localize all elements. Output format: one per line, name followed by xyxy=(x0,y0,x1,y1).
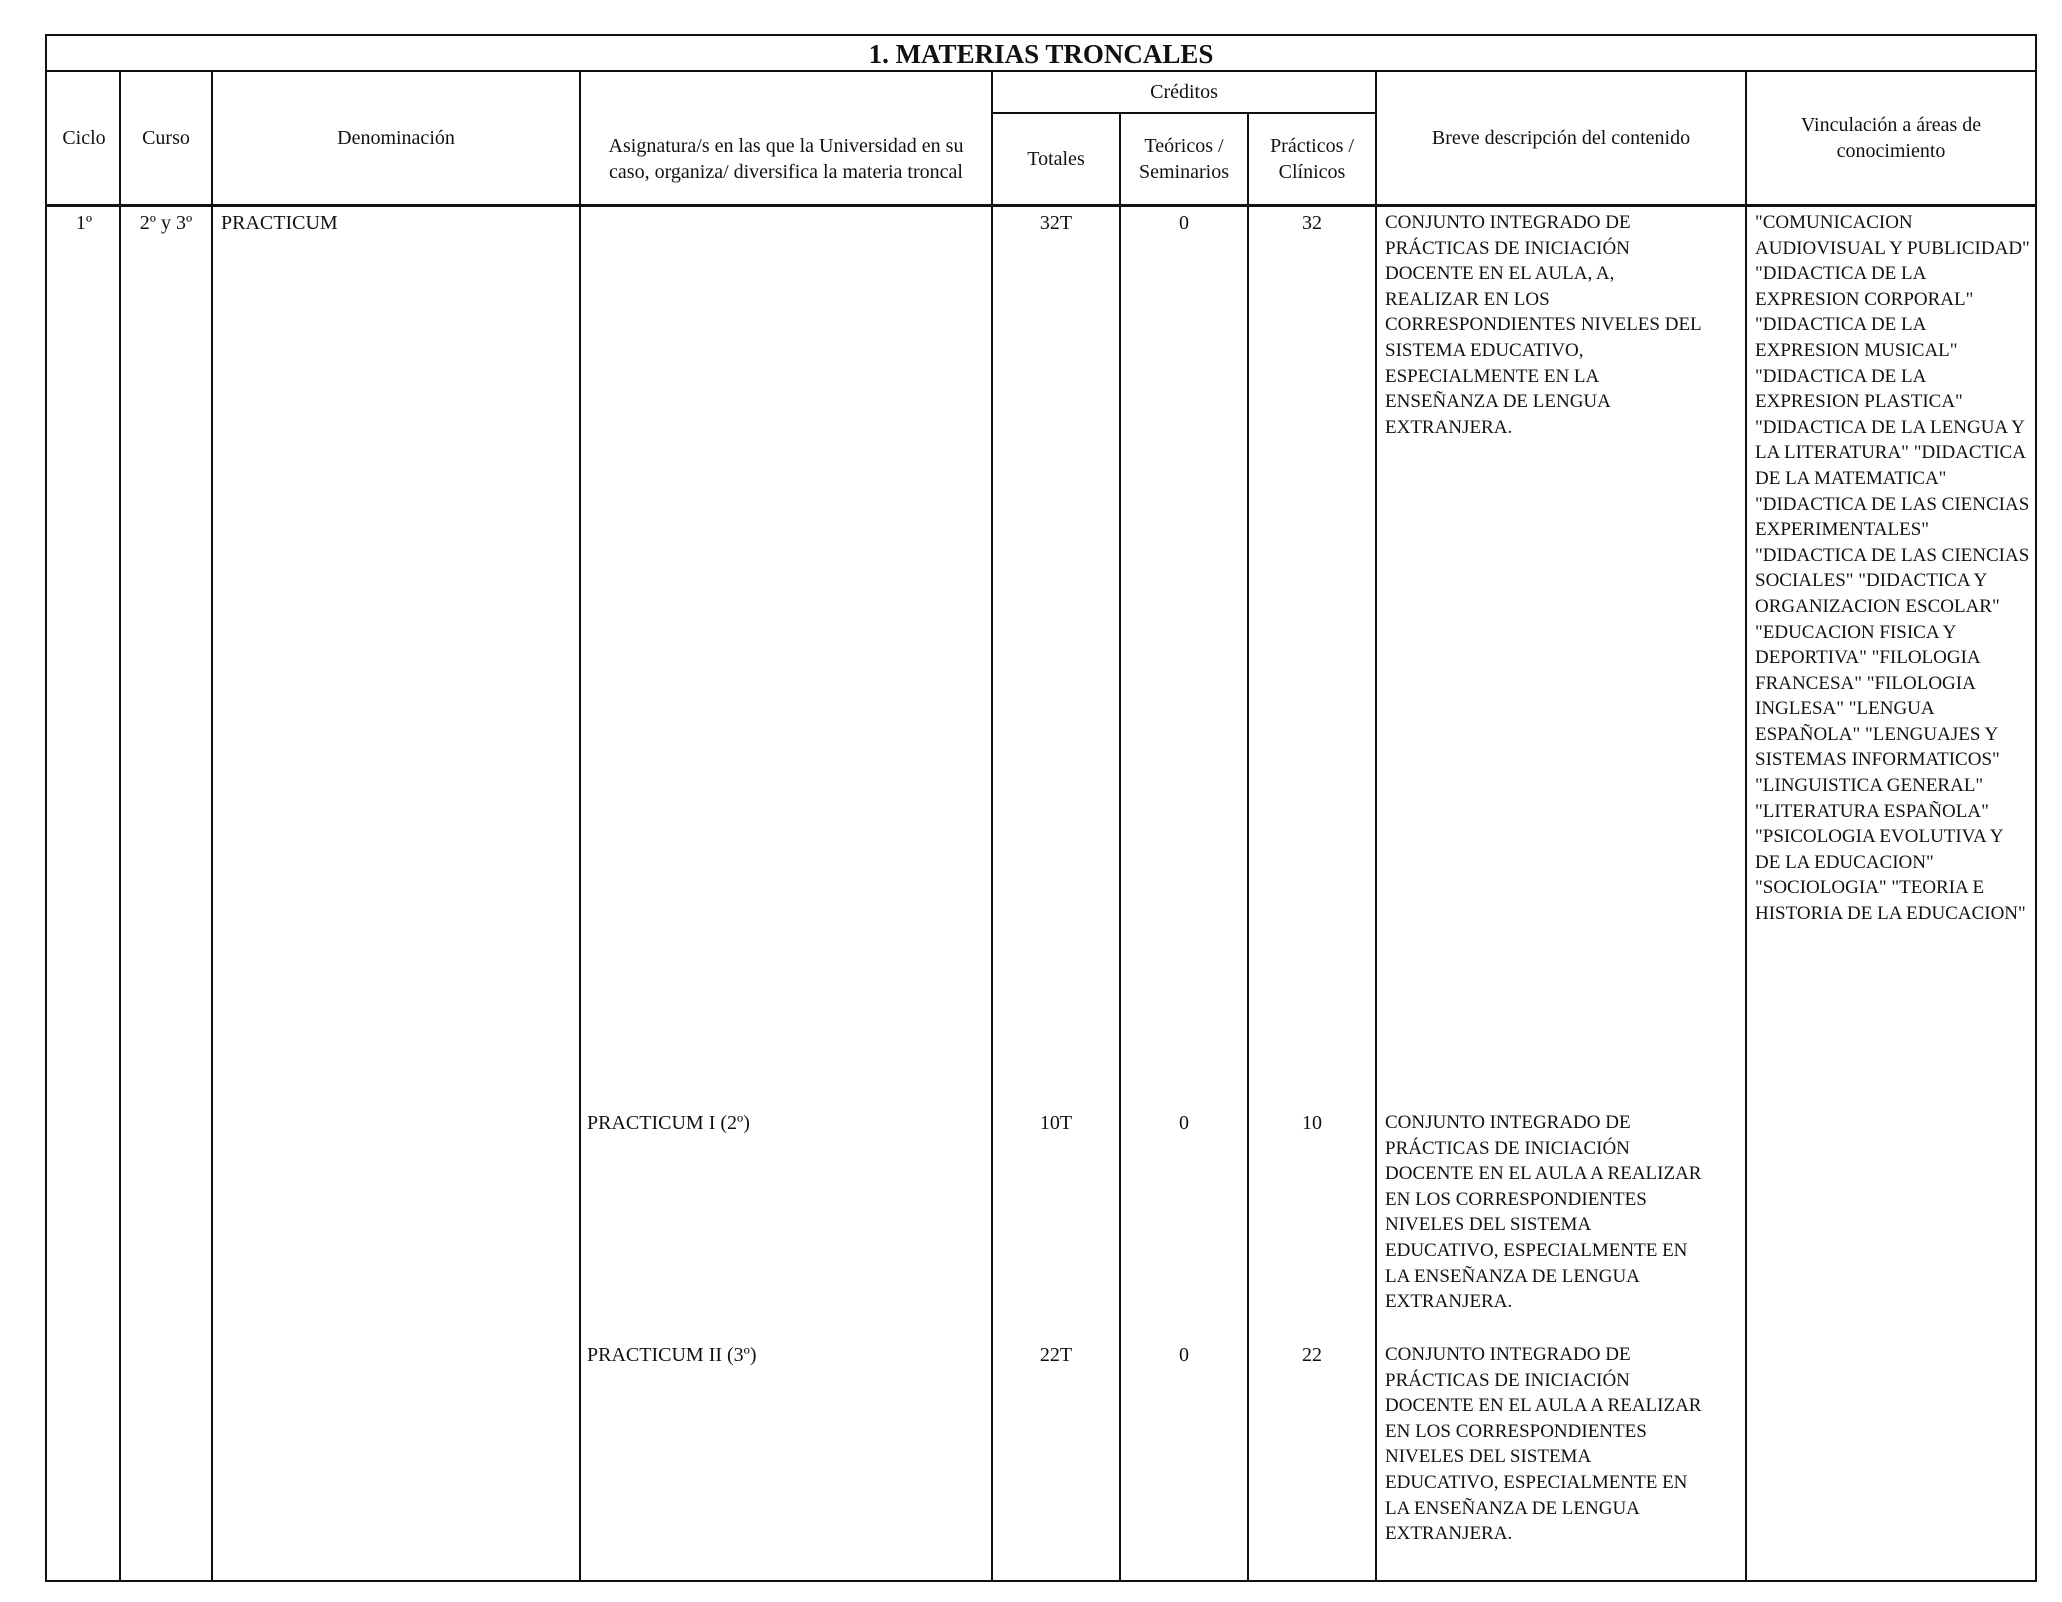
sub1-totales: 10T xyxy=(1039,1112,1073,1134)
sub1-practicos: 10 xyxy=(1302,1112,1322,1134)
header-vinculacion: Vinculación a áreas de conocimiento xyxy=(1800,114,1982,162)
col-divider xyxy=(211,72,213,1580)
table-title: 1. MATERIAS TRONCALES xyxy=(47,36,2035,72)
col-divider xyxy=(579,72,581,1580)
header-curso: Curso xyxy=(142,127,190,149)
main-descripcion: CONJUNTO INTEGRADO DE PRÁCTICAS DE INICIACIÓN DOCENTE EN EL AULA, A, REALIZAR EN LOS CORRESPONDIENTES NIVELES DEL SISTEMA EDUCATIVO, ESPECIALMENTE EN LA ENSEÑANZA DE LENGUA EXTRANJERA. xyxy=(1385,212,1701,438)
main-areas: "COMUNICACION AUDIOVISUAL Y PUBLICIDAD" "DIDACTICA DE LA EXPRESION CORPORAL" "DIDACTICA DE LA EXPRESION MUSICAL" "DIDACTICA DE LA EXPRESION PLASTICA" "DIDACTICA DE LA LENGUA Y LA LITERATURA" "DIDACTICA DE LA MATEMATICA" "DIDACTICA DE LAS CIENCIAS EXPERIMENTALES" "DIDACTICA DE LAS CIENCIAS SOCIALES" "DIDACTICA Y ORGANIZACION ESCOLAR" "EDUCACION FISICA Y DEPORTIVA" "FILOLOGIA FRANCESA" "FILOLOGIA INGLESA" "LENGUA ESPAÑOLA" "LENGUAJES Y SISTEMAS INFORMATICOS" "LINGUISTICA GENERAL" "LITERATURA ESPAÑOLA" "PSICOLOGIA EVOLUTIVA Y DE LA EDUCACION" "SOCIOLOGIA" "TEORIA E HISTORIA DE LA EDUCACION" xyxy=(1755,212,2030,925)
main-curso: 2º y 3º xyxy=(139,212,193,234)
header-descripcion: Breve descripción del contenido xyxy=(1431,127,1691,149)
sub2-practicos: 22 xyxy=(1302,1344,1322,1366)
col-divider xyxy=(1375,72,1377,1580)
header-ciclo: Ciclo xyxy=(62,127,106,149)
col-divider xyxy=(1745,72,1747,1580)
materias-troncales-table xyxy=(45,34,2037,1582)
main-practicos: 32 xyxy=(1302,212,1322,234)
sub2-descripcion: CONJUNTO INTEGRADO DE PRÁCTICAS DE INICIACIÓN DOCENTE EN EL AULA A REALIZAR EN LOS CORRESPONDIENTES NIVELES DEL SISTEMA EDUCATIVO, ESPECIALMENTE EN LA ENSEÑANZA DE LENGUA EXTRANJERA. xyxy=(1385,1344,1702,1545)
sub2-totales: 22T xyxy=(1039,1344,1073,1366)
header-totales: Totales xyxy=(1027,148,1085,170)
header-creditos: Créditos xyxy=(1150,81,1218,103)
header-practicos: Prácticos / Clínicos xyxy=(1270,135,1354,183)
main-totales: 32T xyxy=(1039,212,1073,234)
main-ciclo: 1º xyxy=(75,212,93,234)
col-divider xyxy=(119,72,121,1580)
header-asignaturas: Asignatura/s en las que la Universidad en su caso, organiza/ diversifica la materia troncal xyxy=(608,135,964,183)
header-teoricos: Teóricos / Seminarios xyxy=(1139,135,1229,183)
sub1-descripcion: CONJUNTO INTEGRADO DE PRÁCTICAS DE INICIACIÓN DOCENTE EN EL AULA A REALIZAR EN LOS CORRESPONDIENTES NIVELES DEL SISTEMA EDUCATIVO, ESPECIALMENTE EN LA ENSEÑANZA DE LENGUA EXTRANJERA. xyxy=(1385,1112,1702,1313)
main-teoricos: 0 xyxy=(1179,212,1189,234)
sub2-asignatura: PRACTICUM II (3º) xyxy=(587,1344,757,1366)
header-denominacion: Denominación xyxy=(337,127,455,149)
sub1-asignatura: PRACTICUM I (2º) xyxy=(587,1112,750,1134)
sub2-teoricos: 0 xyxy=(1179,1344,1189,1366)
sub1-teoricos: 0 xyxy=(1179,1112,1189,1134)
main-denominacion: PRACTICUM xyxy=(221,212,338,234)
header-bottom-rule xyxy=(47,204,2035,207)
